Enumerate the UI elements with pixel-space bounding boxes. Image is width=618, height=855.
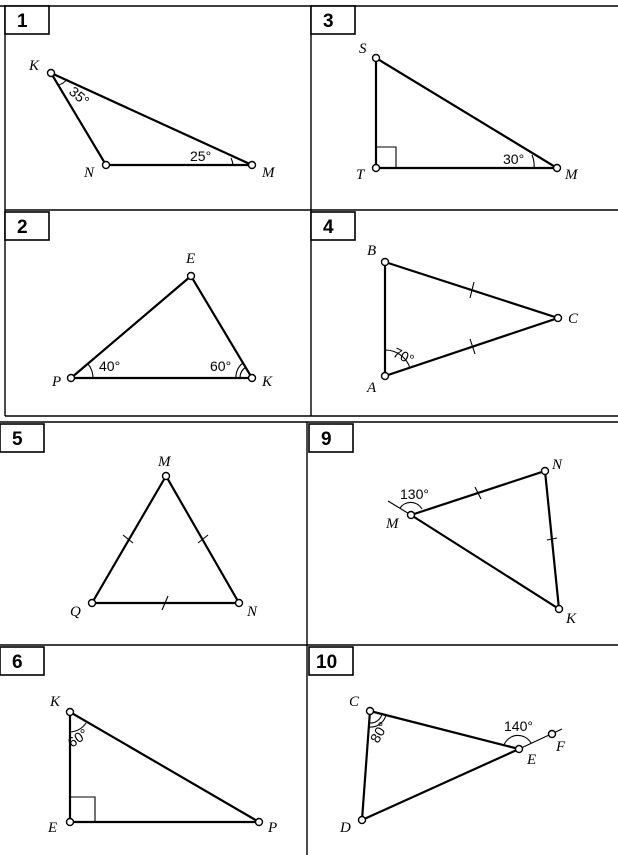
vertex-label: N <box>552 457 563 473</box>
vertex-e <box>188 273 195 280</box>
vertex-label: M <box>158 454 171 470</box>
angle-arc-p <box>88 364 93 378</box>
panel-1 <box>5 6 276 181</box>
right-angle-mark <box>70 797 95 822</box>
right-angle-mark <box>376 147 396 168</box>
panel-number: 1 <box>17 11 28 32</box>
vertex-n <box>542 468 549 475</box>
vertex-label: M <box>565 167 578 183</box>
vertex-k <box>48 70 55 77</box>
vertex-p <box>68 375 75 382</box>
panel-5 <box>0 424 258 620</box>
exterior-angle-arc <box>400 502 422 509</box>
panel-number: 3 <box>323 11 334 32</box>
vertex-label: F <box>556 739 566 755</box>
panel-3 <box>311 6 579 183</box>
vertex-label: P <box>268 820 278 836</box>
vertex-e <box>516 746 523 753</box>
vertex-d <box>359 817 366 824</box>
angle-label: 70° <box>390 344 417 368</box>
vertex-label: K <box>50 694 61 710</box>
vertex-c <box>367 708 374 715</box>
vertex-label: K <box>29 58 40 74</box>
vertex-label: P <box>52 374 62 390</box>
panel-9 <box>309 424 577 627</box>
vertex-s <box>373 55 380 62</box>
vertex-a <box>382 373 389 380</box>
angle-label: 35° <box>66 83 93 109</box>
panel-2 <box>5 212 273 390</box>
vertex-m <box>249 162 256 169</box>
vertex-label: C <box>568 311 579 327</box>
vertex-label: T <box>356 167 365 183</box>
vertex-label: Q <box>70 604 81 620</box>
vertex-n <box>236 600 243 607</box>
angle-arc-m <box>532 155 534 168</box>
vertex-label: E <box>527 752 537 768</box>
vertex-f <box>549 731 556 738</box>
vertex-label: K <box>262 374 273 390</box>
panel-number: 9 <box>321 429 332 450</box>
vertex-m <box>408 512 415 519</box>
vertex-b <box>382 259 389 266</box>
panel-number: 10 <box>316 652 338 673</box>
vertex-n <box>103 162 110 169</box>
exterior-angle-arc <box>504 735 531 745</box>
vertex-label: M <box>386 516 399 532</box>
vertex-q <box>89 600 96 607</box>
panel-number: 4 <box>323 217 334 238</box>
vertex-label: S <box>359 41 367 57</box>
angle-label: 60° <box>64 725 92 751</box>
vertex-label: N <box>84 165 95 181</box>
vertex-e <box>67 819 74 826</box>
panel-4 <box>311 212 579 396</box>
triangle-nmk <box>411 471 559 609</box>
angle-label: 40° <box>99 358 121 374</box>
vertex-m <box>554 165 561 172</box>
vertex-label: C <box>349 694 360 710</box>
panel-number: 6 <box>12 652 23 673</box>
triangle-mqn <box>92 476 239 603</box>
panel-number: 2 <box>17 217 28 238</box>
angle-label: 60° <box>210 358 232 374</box>
vertex-label: A <box>367 380 377 396</box>
vertex-c <box>555 315 562 322</box>
angle-label: 30° <box>503 151 525 167</box>
angle-label: 140° <box>504 718 533 734</box>
angle-label: 130° <box>400 486 429 502</box>
panel-number: 5 <box>12 429 23 450</box>
vertex-k <box>67 709 74 716</box>
vertex-label: K <box>566 611 577 627</box>
angle-label: 80° <box>366 719 392 746</box>
vertex-m <box>163 473 170 480</box>
vertex-label: E <box>48 820 58 836</box>
panel-6 <box>0 647 277 836</box>
triangle-kep <box>70 712 259 822</box>
vertex-label: D <box>340 820 351 836</box>
vertex-t <box>373 165 380 172</box>
triangle-stm <box>376 58 557 168</box>
vertex-k <box>249 375 256 382</box>
vertex-label: E <box>186 251 196 267</box>
panel-10 <box>309 647 566 836</box>
vertex-p <box>256 819 263 826</box>
angle-label: 25° <box>190 148 212 164</box>
vertex-label: N <box>247 604 258 620</box>
angle-arc-k-inner <box>240 367 246 378</box>
vertex-label: B <box>367 243 377 259</box>
vertex-k <box>556 606 563 613</box>
vertex-label: M <box>262 165 275 181</box>
